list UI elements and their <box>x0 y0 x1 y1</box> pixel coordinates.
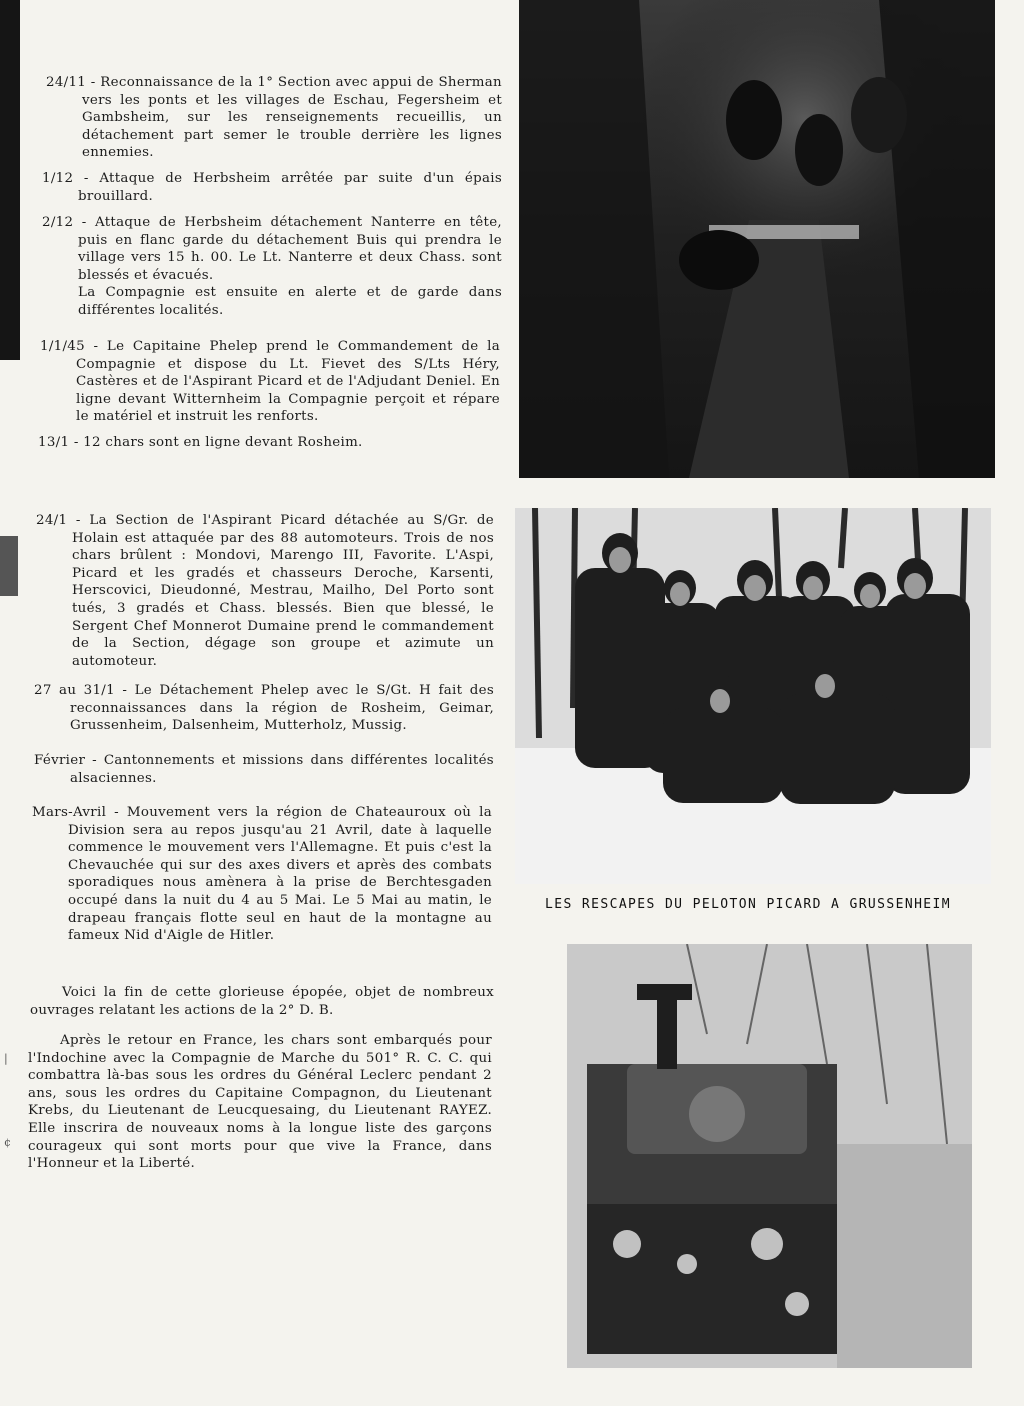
photo-caption: LES RESCAPES DU PELOTON PICARD A GRUSSENHEIM <box>545 897 951 912</box>
entry-text: Reconnaissance de la 1° Section avec appui de Sherman vers les ponts et les villages de Eschau, Fegersheim et Gambsheim, sur les renseignements recueillis, un détachement part semer le trouble derrière les lignes ennemies. <box>82 75 502 161</box>
margin-mark: ¢ <box>4 1136 11 1149</box>
entry-date: 13/1 <box>38 435 70 450</box>
entry-1-1-45: 1/1/45 - Le Capitaine Phelep prend le Commandement de la Compagnie et dispose du Lt. Fievet des S/Lts Héry, Castères et de l'Aspirant Picard et de l'Adjudant Deniel. En ligne devant Witternheim la Compagnie perçoit et répare le matériel et instruit les renforts. <box>40 339 500 425</box>
photo-soldiers-road-image <box>519 0 995 478</box>
entry-text: Le Détachement Phelep avec le S/Gt. H fait des reconnaissances dans la région de Rosheim, Geimar, Grussenheim, Dalsenheim, Mutterholz, Mussig. <box>70 683 494 734</box>
photo-tank <box>567 944 972 1368</box>
entry-text: Mouvement vers la région de Chateauroux où la Division sera au repos jusqu'au 21 Avril, date à laquelle commence le mouvement vers l'Allemagne. Et puis c'est la Chevauchée qui sur des axes divers et après des combats sporadiques nous amènera à la prise de Berchtesgaden occupé dans la nuit du 4 au 5 Mai. Le 5 Mai au matin, le drapeau français flotte seul en haut de la montagne au fameux Nid d'Aigle de Hitler. <box>68 805 492 944</box>
entry-mars-avril: Mars-Avril - Mouvement vers la région de Chateauroux où la Division sera au repos jusqu'au 21 Avril, date à laquelle commence le mouvement vers l'Allemagne. Et puis c'est la Chevauchée qui sur des axes divers et après des combats sporadiques nous amènera à la prise de Berchtesgaden occupé dans la nuit du 4 au 5 Mai. Le 5 Mai au matin, le drapeau français flotte seul en haut de la montagne au fameux Nid d'Aigle de Hitler. <box>32 805 492 944</box>
entry-text: Attaque de Herbsheim arrêtée par suite d'un épais brouillard. <box>78 171 502 204</box>
entry-fevrier: Février - Cantonnements et missions dans différentes localités alsaciennes. <box>34 753 494 786</box>
photo-group-portrait-image <box>515 508 991 884</box>
entry-1-12: 1/12 - Attaque de Herbsheim arrêtée par suite d'un épais brouillard. <box>42 171 502 204</box>
entry-date: 24/11 <box>46 75 87 90</box>
entry-2-12: 2/12 - Attaque de Herbsheim détachement Nanterre en tête, puis en flanc garde du détachement Buis qui prendra le village vers 15 h. 00. Le Lt. Nanterre et deux Chass. sont blessés et évacués. La Compagnie est ensuite en alerte et de garde dans différentes localités. <box>42 215 502 318</box>
entry-text: Attaque de Herbsheim détachement Nanterre en tête, puis en flanc garde du détachement Buis qui prendra le village vers 15 h. 00. Le Lt. Nanterre et deux Chass. sont blessés et évacués. <box>78 215 502 283</box>
entry-date: 1/12 <box>42 171 74 186</box>
entry-text: 12 chars sont en ligne devant Rosheim. <box>83 435 363 450</box>
entry-date: 1/1/45 <box>40 339 85 354</box>
entry-24-1: 24/1 - La Section de l'Aspirant Picard détachée au S/Gr. de Holain est attaquée par des 88 automoteurs. Trois de nos chars brûlent : Mondovi, Marengo III, Favorite. L'Aspi, Picard et les gradés et chasseurs Deroche, Karsenti, Herscovici, Dieudonné, Mestrau, Mailho, Del Porto sont tués, 3 gradés et Chass. blessés. Bien que blessé, le Sergent Chef Monnerot Dumaine prend le commandement de la Section, dégage son groupe et azimute un automoteur. <box>36 513 494 669</box>
entry-27-31-1: 27 au 31/1 - Le Détachement Phelep avec le S/Gt. H fait des reconnaissances dans la région de Rosheim, Geimar, Grussenheim, Dalsenheim, Mutterholz, Mussig. <box>34 683 494 734</box>
photo-group-portrait <box>515 508 991 884</box>
entry-text: La Section de l'Aspirant Picard détachée au S/Gr. de Holain est attaquée par des 88 automoteurs. Trois de nos chars brûlent : Mondovi, Marengo III, Favorite. L'Aspi, Picard et les gradés et chasseurs Deroche, Karsenti, Herscovici, Dieudonné, Mestrau, Mailho, Del Porto sont tués, 3 gradés et Chass. blessés. Bien que blessé, le Sergent Chef Monnerot Dumaine prend le commandement de la Section, dégage son groupe et azimute un automoteur. <box>72 513 494 669</box>
closing-paragraph-1: Voici la fin de cette glorieuse épopée, objet de nombreux ouvrages relatant les actions de la 2° D. B. <box>30 985 494 1018</box>
scan-edge-left-mid <box>0 536 18 596</box>
entry-date: 27 au 31/1 <box>34 683 115 698</box>
entry-date: Février <box>34 753 86 768</box>
margin-mark: | <box>4 1052 8 1065</box>
photo-tank-image <box>567 944 972 1368</box>
entry-text: La Compagnie est ensuite en alerte et de garde dans différentes localités. <box>78 285 502 318</box>
entry-13-1: 13/1 - 12 chars sont en ligne devant Rosheim. <box>38 435 363 450</box>
scan-edge-left-top <box>0 0 20 360</box>
closing-paragraph-2: Après le retour en France, les chars sont embarqués pour l'Indochine avec la Compagnie de Marche du 501° R. C. C. qui combattra là-bas sous les ordres du Général Leclerc pendant 2 ans, sous les ordres du Capitaine Compagnon, du Lieutenant Krebs, du Lieutenant de Leucquesaing, du Lieutenant RAYEZ. Elle inscrira de nouveaux noms à la longue liste des garçons courageux qui sont morts pour que vive la France, dans l'Honneur et la Liberté. <box>28 1033 492 1172</box>
photo-soldiers-road <box>519 0 995 478</box>
entry-date: 2/12 <box>42 215 74 230</box>
entry-text: Le Capitaine Phelep prend le Commandement de la Compagnie et dispose du Lt. Fievet des S/Lts Héry, Castères et de l'Aspirant Picard et de l'Adjudant Deniel. En ligne devant Witternheim la Compagnie perçoit et répare le matériel et instruit les renforts. <box>76 339 500 425</box>
entry-text: Cantonnements et missions dans différentes localités alsaciennes. <box>70 753 494 786</box>
entry-date: Mars-Avril <box>32 805 107 820</box>
entry-date: 24/1 <box>36 513 68 528</box>
entry-24-11: 24/11 - Reconnaissance de la 1° Section avec appui de Sherman vers les ponts et les villages de Eschau, Fegersheim et Gambsheim, sur les renseignements recueillis, un détachement part semer le trouble derrière les lignes ennemies. <box>46 75 502 161</box>
